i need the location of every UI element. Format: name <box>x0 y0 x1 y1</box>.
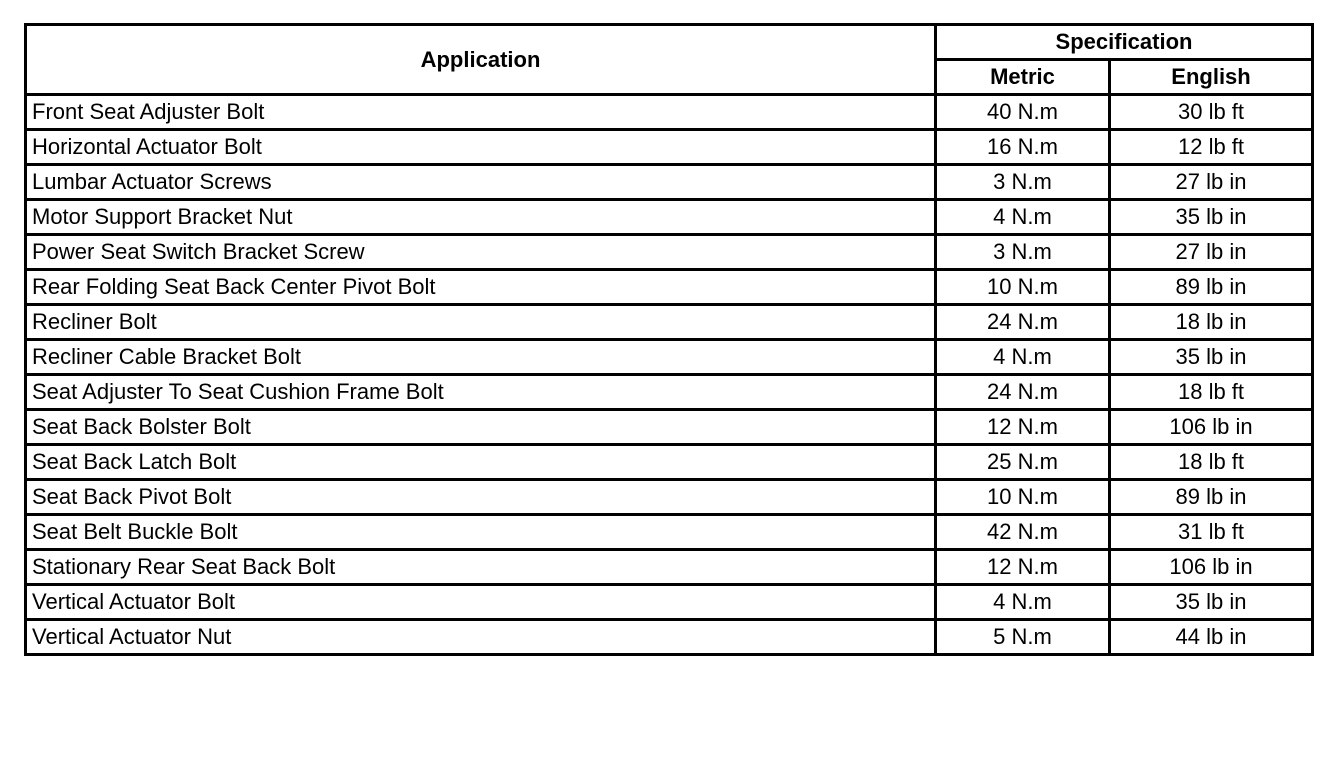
table-row <box>26 515 1313 550</box>
english-cell: 18 lb ft <box>1110 375 1313 410</box>
english-cell: 18 lb ft <box>1110 445 1313 480</box>
metric-cell: 4 N.m <box>936 585 1110 620</box>
application-cell: Lumbar Actuator Screws <box>26 165 936 200</box>
metric-cell: 16 N.m <box>936 130 1110 165</box>
application-cell: Front Seat Adjuster Bolt <box>26 95 936 130</box>
table-row <box>26 375 1313 410</box>
table-row <box>26 445 1313 480</box>
application-cell: Stationary Rear Seat Back Bolt <box>26 550 936 585</box>
metric-cell: 40 N.m <box>936 95 1110 130</box>
table-row <box>26 200 1313 235</box>
english-cell: 35 lb in <box>1110 340 1313 375</box>
metric-cell: 12 N.m <box>936 550 1110 585</box>
metric-cell: 5 N.m <box>936 620 1110 655</box>
english-cell: 44 lb in <box>1110 620 1313 655</box>
metric-cell: 10 N.m <box>936 480 1110 515</box>
application-cell: Motor Support Bracket Nut <box>26 200 936 235</box>
english-cell: 30 lb ft <box>1110 95 1313 130</box>
application-cell: Seat Back Latch Bolt <box>26 445 936 480</box>
application-cell: Recliner Cable Bracket Bolt <box>26 340 936 375</box>
application-cell: Seat Back Bolster Bolt <box>26 410 936 445</box>
application-cell: Power Seat Switch Bracket Screw <box>26 235 936 270</box>
table-row <box>26 305 1313 340</box>
metric-cell: 3 N.m <box>936 235 1110 270</box>
application-cell: Seat Adjuster To Seat Cushion Frame Bolt <box>26 375 936 410</box>
table-row <box>26 550 1313 585</box>
metric-cell: 3 N.m <box>936 165 1110 200</box>
english-cell: 106 lb in <box>1110 550 1313 585</box>
metric-cell: 10 N.m <box>936 270 1110 305</box>
metric-cell: 25 N.m <box>936 445 1110 480</box>
torque-spec-table <box>24 23 1314 656</box>
english-cell: 12 lb ft <box>1110 130 1313 165</box>
english-cell: 35 lb in <box>1110 585 1313 620</box>
metric-cell: 24 N.m <box>936 375 1110 410</box>
application-cell: Recliner Bolt <box>26 305 936 340</box>
english-cell: 27 lb in <box>1110 235 1313 270</box>
english-cell: 35 lb in <box>1110 200 1313 235</box>
application-cell: Vertical Actuator Nut <box>26 620 936 655</box>
table-body <box>26 95 1313 655</box>
english-cell: 27 lb in <box>1110 165 1313 200</box>
metric-cell: 4 N.m <box>936 340 1110 375</box>
application-cell: Seat Back Pivot Bolt <box>26 480 936 515</box>
table-row <box>26 480 1313 515</box>
application-cell: Vertical Actuator Bolt <box>26 585 936 620</box>
application-header: Application <box>26 25 936 95</box>
metric-header: Metric <box>936 60 1110 95</box>
table-header <box>26 25 1313 95</box>
english-cell: 106 lb in <box>1110 410 1313 445</box>
table-row <box>26 585 1313 620</box>
english-header: English <box>1110 60 1313 95</box>
table-row <box>26 620 1313 655</box>
application-cell: Seat Belt Buckle Bolt <box>26 515 936 550</box>
metric-cell: 24 N.m <box>936 305 1110 340</box>
metric-cell: 42 N.m <box>936 515 1110 550</box>
specification-header: Specification <box>936 25 1313 60</box>
english-cell: 89 lb in <box>1110 270 1313 305</box>
application-cell: Rear Folding Seat Back Center Pivot Bolt <box>26 270 936 305</box>
table-row <box>26 130 1313 165</box>
table-row <box>26 235 1313 270</box>
english-cell: 18 lb in <box>1110 305 1313 340</box>
metric-cell: 12 N.m <box>936 410 1110 445</box>
table-row <box>26 165 1313 200</box>
table-row <box>26 410 1313 445</box>
english-cell: 89 lb in <box>1110 480 1313 515</box>
metric-cell: 4 N.m <box>936 200 1110 235</box>
table-row <box>26 340 1313 375</box>
english-cell: 31 lb ft <box>1110 515 1313 550</box>
table-row <box>26 270 1313 305</box>
table-row <box>26 95 1313 130</box>
application-cell: Horizontal Actuator Bolt <box>26 130 936 165</box>
